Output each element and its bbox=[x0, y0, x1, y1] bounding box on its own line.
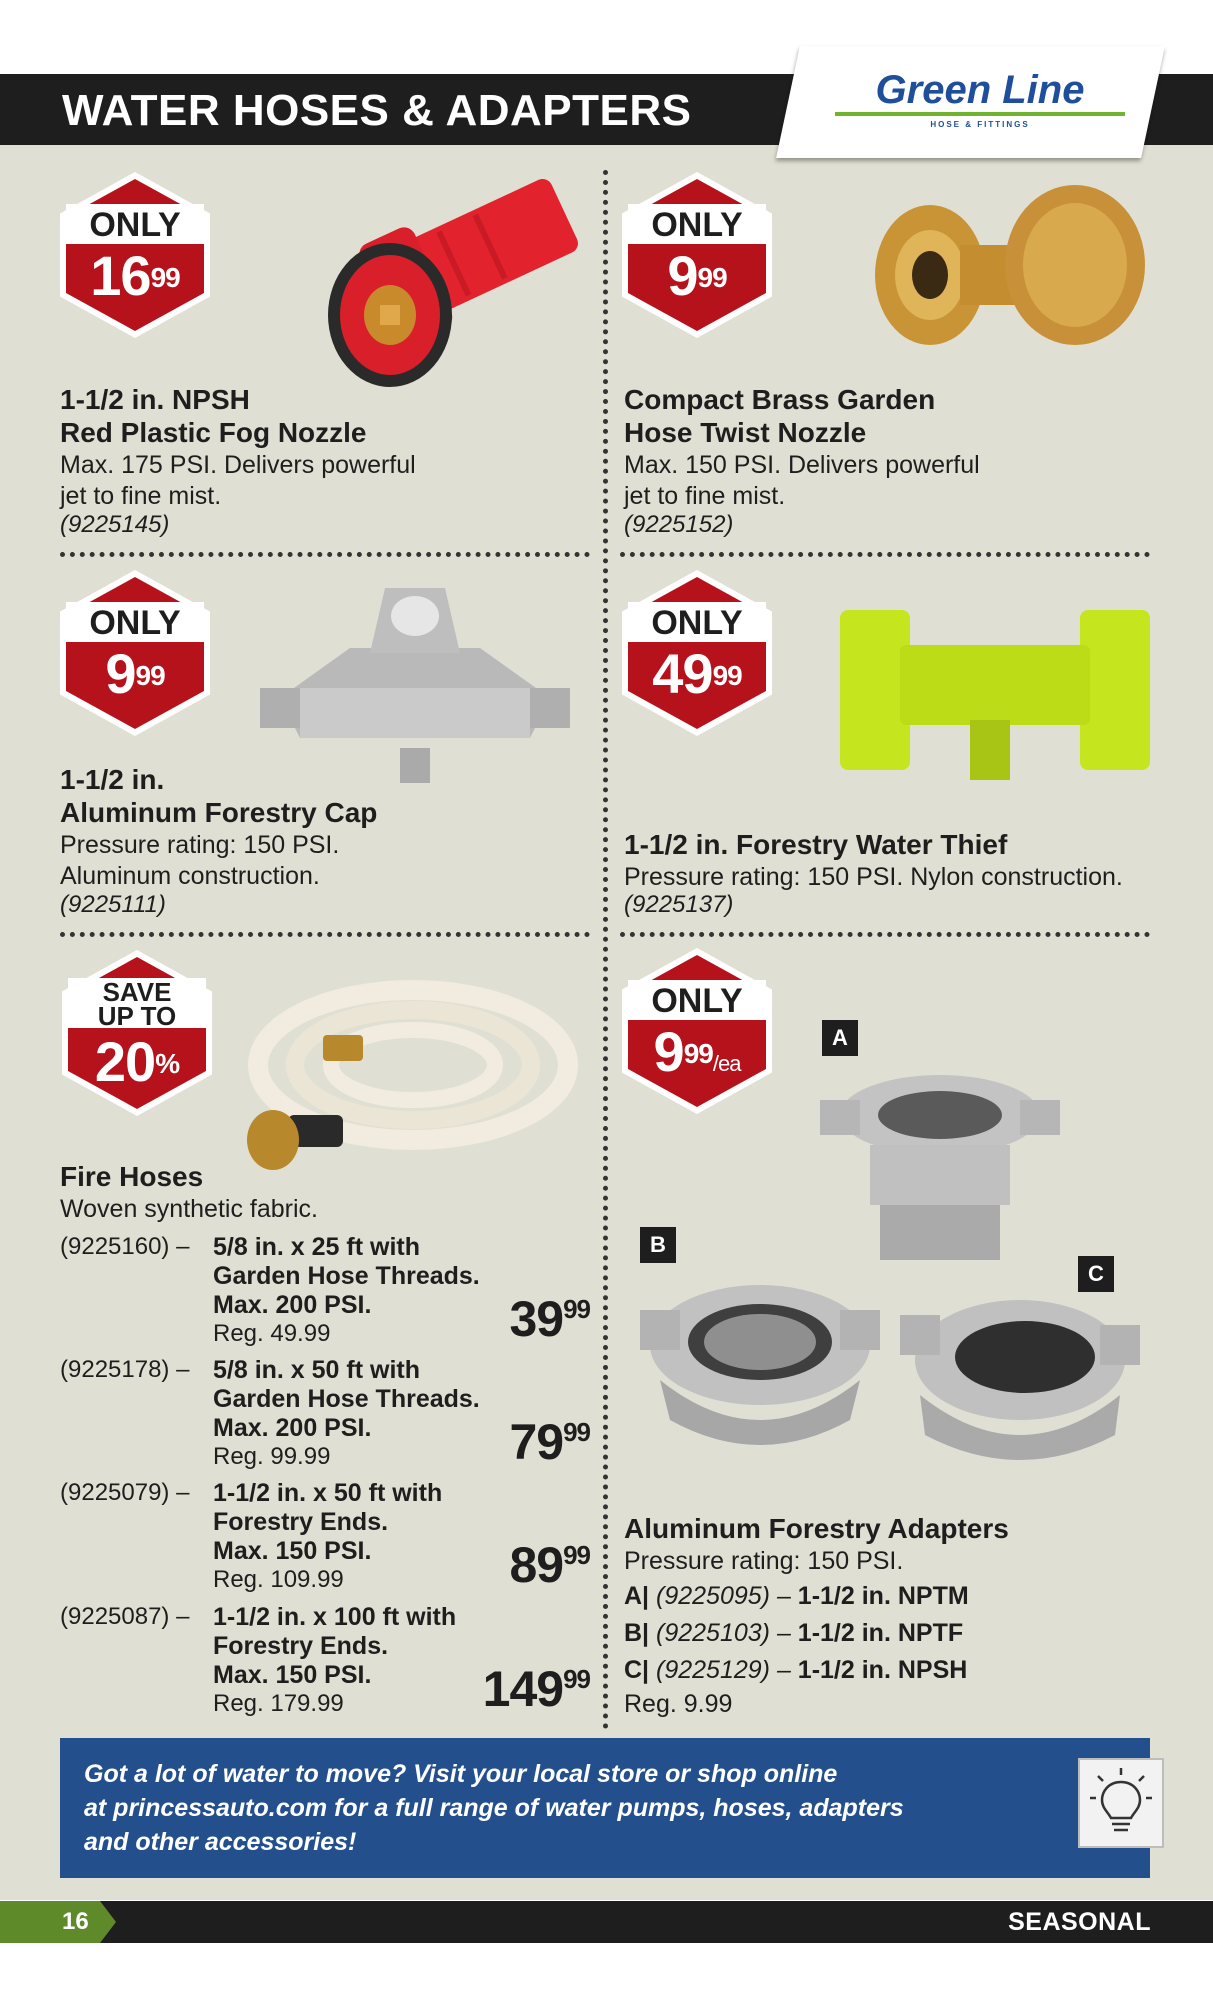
badge-percent: 20% bbox=[94, 1030, 180, 1093]
hose-item-price: $149^{99}$ bbox=[482, 1661, 590, 1717]
save-badge-fire-hoses bbox=[62, 950, 212, 1116]
lightbulb-icon bbox=[1090, 1768, 1152, 1840]
hose-item-sku: (9225160) – bbox=[60, 1233, 190, 1260]
product-sku: (9225137) bbox=[624, 891, 734, 918]
product-description: Pressure rating: 150 PSI. bbox=[624, 1547, 904, 1575]
price-badge-forestry-cap bbox=[60, 570, 210, 736]
hose-item-spec: 1-1/2 in. x 100 ft with Forestry Ends. Max. 150 PSI. bbox=[213, 1603, 457, 1689]
row-divider-left-1 bbox=[60, 552, 590, 557]
hose-item-reg-price: Reg. 109.99 bbox=[213, 1566, 344, 1593]
adapter-a-image bbox=[820, 1065, 1060, 1265]
hose-item-sku: (9225178) – bbox=[60, 1356, 190, 1383]
marker-a: A bbox=[822, 1020, 858, 1056]
hose-item-sku: (9225079) – bbox=[60, 1479, 190, 1506]
hose-item-reg-price: Reg. 179.99 bbox=[213, 1690, 344, 1717]
hose-item-reg-price: Reg. 99.99 bbox=[213, 1443, 331, 1470]
hose-item-price: $79^{99}$ bbox=[509, 1414, 590, 1470]
product-title: 1-1/2 in. NPSH Red Plastic Fog Nozzle bbox=[60, 384, 367, 448]
product-sku: (9225152) bbox=[624, 511, 734, 538]
page-title: WATER HOSES & ADAPTERS bbox=[62, 86, 692, 135]
product-description: Max. 150 PSI. Delivers powerful jet to fine mist. bbox=[624, 451, 980, 510]
hose-item-reg-price: Reg. 49.99 bbox=[213, 1320, 331, 1347]
product-title: Aluminum Forestry Adapters bbox=[624, 1513, 1009, 1544]
hose-item-price: $89^{99}$ bbox=[509, 1537, 590, 1593]
vertical-divider bbox=[603, 170, 608, 1730]
adapter-b-image bbox=[640, 1270, 880, 1455]
section-name: SEASONAL bbox=[1008, 1908, 1151, 1936]
hose-item-spec: 5/8 in. x 25 ft with Garden Hose Threads. Max. 200 PSI. bbox=[213, 1233, 480, 1319]
badge-price: $9^{99}/ea$ bbox=[653, 1020, 741, 1083]
product-description: Woven synthetic fabric. bbox=[60, 1195, 318, 1223]
page-number: 16 bbox=[62, 1908, 89, 1935]
forestry-cap-image bbox=[260, 578, 570, 793]
product-title: Fire Hoses bbox=[60, 1161, 204, 1192]
hose-item-sku: (9225087) – bbox=[60, 1603, 190, 1630]
row-divider-right-2 bbox=[620, 932, 1150, 937]
hose-item-spec: 1-1/2 in. x 50 ft with Forestry Ends. Max. 150 PSI. bbox=[213, 1479, 443, 1565]
adapter-item: A| (9225095) – 1-1/2 in. NPTM bbox=[624, 1582, 969, 1610]
adapter-reg-price: Reg. 9.99 bbox=[624, 1690, 733, 1718]
product-description: Pressure rating: 150 PSI. Aluminum construction. bbox=[60, 831, 340, 890]
fire-hose-image bbox=[238, 975, 568, 1190]
badge-price: $9^{99}$ bbox=[105, 642, 165, 705]
adapter-item: B| (9225103) – 1-1/2 in. NPTF bbox=[624, 1619, 964, 1647]
product-sku: (9225145) bbox=[60, 511, 170, 538]
brand-logo-stripe bbox=[835, 112, 1125, 116]
hose-item-spec: 5/8 in. x 50 ft with Garden Hose Threads. Max. 200 PSI. bbox=[213, 1356, 480, 1442]
adapter-c-image bbox=[900, 1275, 1140, 1475]
product-description: Pressure rating: 150 PSI. Nylon construction. bbox=[624, 863, 1123, 891]
adapter-item: C| (9225129) – 1-1/2 in. NPSH bbox=[624, 1656, 968, 1684]
price-badge-water-thief bbox=[622, 570, 772, 736]
water-thief-image bbox=[840, 610, 1150, 785]
price-badge-brass-nozzle bbox=[622, 172, 772, 338]
brand-tagline: HOSE & FITTINGS bbox=[930, 120, 1030, 129]
badge-price: $9^{99}$ bbox=[667, 244, 727, 307]
product-sku: (9225111) bbox=[60, 891, 166, 918]
price-badge-adapters bbox=[622, 948, 772, 1114]
badge-label: ONLY bbox=[651, 604, 743, 642]
product-description: Max. 175 PSI. Delivers powerful jet to fine mist. bbox=[60, 451, 416, 510]
product-title: 1-1/2 in. Forestry Water Thief bbox=[624, 829, 1008, 860]
badge-label: ONLY bbox=[651, 982, 743, 1020]
row-divider-right-1 bbox=[620, 552, 1150, 557]
info-text: Got a lot of water to move? Visit your local store or shop online at princessauto.com for a full range of water pumps, hoses, adapters and other accessories! bbox=[84, 1760, 904, 1856]
brass-nozzle-image bbox=[860, 180, 1150, 355]
badge-price: $16^{99}$ bbox=[90, 244, 180, 307]
marker-b: B bbox=[640, 1227, 676, 1263]
row-divider-left-2 bbox=[60, 932, 590, 937]
badge-label: ONLY bbox=[89, 604, 181, 642]
badge-label: ONLY bbox=[89, 206, 181, 244]
badge-label: ONLY bbox=[651, 206, 743, 244]
marker-c: C bbox=[1078, 1256, 1114, 1292]
tip-icon-box bbox=[1078, 1758, 1164, 1848]
product-title: Compact Brass Garden Hose Twist Nozzle bbox=[624, 384, 936, 448]
fog-nozzle-image bbox=[320, 170, 590, 400]
product-title: 1-1/2 in. Aluminum Forestry Cap bbox=[60, 764, 378, 828]
badge-price: $49^{99}$ bbox=[652, 642, 742, 705]
badge-save-label: SAVE UP TO bbox=[97, 977, 177, 1031]
brand-logo: Green Line bbox=[875, 68, 1085, 112]
price-badge-fog-nozzle bbox=[60, 172, 210, 338]
hose-item-price: $39^{99}$ bbox=[509, 1291, 590, 1347]
